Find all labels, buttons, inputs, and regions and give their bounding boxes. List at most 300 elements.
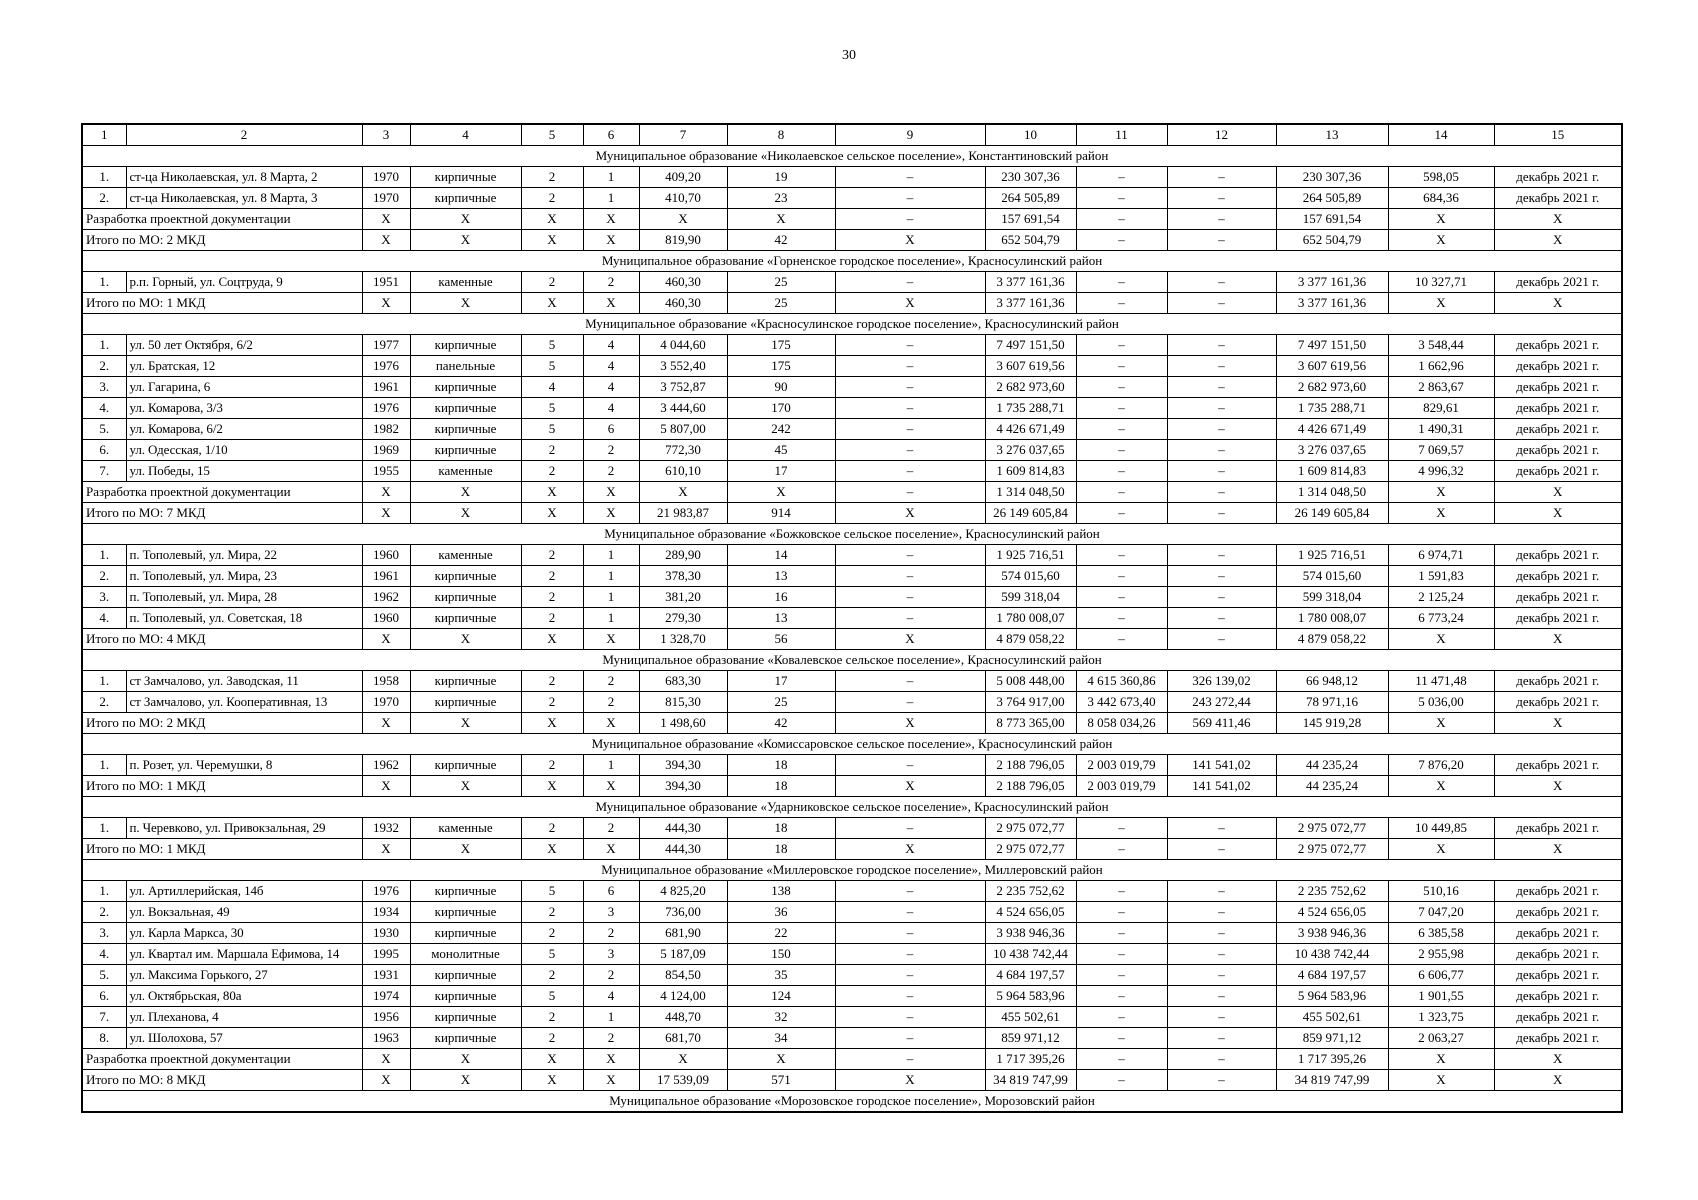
table-row [82, 986, 1622, 1007]
table-cell: 4 [583, 377, 639, 398]
table-cell: 4 879 058,22 [1276, 629, 1388, 650]
table-cell: 1 498,60 [639, 713, 727, 734]
table-cell: 6 [583, 419, 639, 440]
table-cell: декабрь 2021 г. [1494, 545, 1622, 566]
table-cell: 1960 [362, 545, 410, 566]
table-cell: 145 919,28 [1276, 713, 1388, 734]
table-cell: 7. [82, 461, 126, 482]
table-cell: 18 [727, 755, 835, 776]
housing-repair-table [81, 123, 1623, 1113]
table-cell: каменные [410, 272, 521, 293]
table-cell: 460,30 [639, 293, 727, 314]
table-cell: 5 [521, 986, 583, 1007]
table-cell: – [1076, 1007, 1167, 1028]
table-cell: 4 524 656,05 [985, 902, 1076, 923]
table-row [82, 944, 1622, 965]
table-cell: 2 975 072,77 [985, 818, 1076, 839]
table-cell: 2 [583, 671, 639, 692]
table-cell: X [583, 209, 639, 230]
table-cell: 1955 [362, 461, 410, 482]
table-cell: X [583, 629, 639, 650]
table-cell: 819,90 [639, 230, 727, 251]
table-cell: 25 [727, 293, 835, 314]
table-cell: X [1388, 230, 1494, 251]
table-cell: – [835, 818, 985, 839]
table-cell: 1 314 048,50 [1276, 482, 1388, 503]
column-number: 2 [126, 124, 362, 146]
table-cell: – [835, 944, 985, 965]
table-cell: 2 863,67 [1388, 377, 1494, 398]
table-cell: 1958 [362, 671, 410, 692]
address-cell: р.п. Горный, ул. Соцтруда, 9 [126, 272, 362, 293]
table-cell: 243 272,44 [1167, 692, 1276, 713]
table-cell: 854,50 [639, 965, 727, 986]
table-cell: 1 [583, 755, 639, 776]
table-cell: 17 [727, 671, 835, 692]
column-number: 15 [1494, 124, 1622, 146]
table-cell: 1960 [362, 608, 410, 629]
table-cell: X [362, 776, 410, 797]
table-cell: 4 684 197,57 [985, 965, 1076, 986]
table-cell: X [410, 1049, 521, 1070]
table-cell: 4 825,20 [639, 881, 727, 902]
table-cell: 1. [82, 671, 126, 692]
table-cell: 1 591,83 [1388, 566, 1494, 587]
table-row [82, 545, 1622, 566]
table-cell: 4 [583, 986, 639, 1007]
table-cell: 409,20 [639, 167, 727, 188]
address-cell: ул. Октябрьская, 80а [126, 986, 362, 1007]
table-cell: X [727, 1049, 835, 1070]
table-cell: 138 [727, 881, 835, 902]
table-cell: 44 235,24 [1276, 776, 1388, 797]
table-cell: 5. [82, 419, 126, 440]
table-cell: 7 497 151,50 [985, 335, 1076, 356]
table-cell: декабрь 2021 г. [1494, 881, 1622, 902]
table-cell: – [1076, 461, 1167, 482]
address-cell: ул. Квартал им. Маршала Ефимова, 14 [126, 944, 362, 965]
table-cell: 1931 [362, 965, 410, 986]
table-cell: – [1076, 230, 1167, 251]
table-cell: X [410, 230, 521, 251]
summary-row [82, 503, 1622, 524]
table-cell: X [410, 1070, 521, 1091]
table-cell: 574 015,60 [1276, 566, 1388, 587]
table-cell: – [835, 902, 985, 923]
table-cell: X [1494, 629, 1622, 650]
table-cell: 1 780 008,07 [985, 608, 1076, 629]
table-cell: 264 505,89 [1276, 188, 1388, 209]
table-cell: кирпичные [410, 1028, 521, 1049]
table-cell: – [835, 419, 985, 440]
table-cell: 289,90 [639, 545, 727, 566]
table-cell: – [1076, 167, 1167, 188]
table-cell: X [583, 293, 639, 314]
table-cell: декабрь 2021 г. [1494, 461, 1622, 482]
table-cell: 4. [82, 608, 126, 629]
table-cell: 569 411,46 [1167, 713, 1276, 734]
table-cell: 598,05 [1388, 167, 1494, 188]
table-cell: X [835, 503, 985, 524]
table-cell: 42 [727, 230, 835, 251]
table-cell: X [835, 713, 985, 734]
table-cell: 1. [82, 755, 126, 776]
column-number-row [82, 124, 1622, 146]
table-cell: – [1076, 188, 1167, 209]
table-cell: 10 438 742,44 [1276, 944, 1388, 965]
table-cell: 5 [521, 335, 583, 356]
table-cell: X [727, 482, 835, 503]
table-cell: – [1167, 1070, 1276, 1091]
table-cell: – [1167, 839, 1276, 860]
table-cell: 18 [727, 839, 835, 860]
summary-row [82, 209, 1622, 230]
table-cell: 2 125,24 [1388, 587, 1494, 608]
table-cell: 18 [727, 818, 835, 839]
table-row [82, 923, 1622, 944]
table-cell: 1 662,96 [1388, 356, 1494, 377]
table-cell: кирпичные [410, 440, 521, 461]
table-cell: X [362, 1070, 410, 1091]
table-cell: 1970 [362, 167, 410, 188]
table-cell: – [1076, 1028, 1167, 1049]
table-cell: 684,36 [1388, 188, 1494, 209]
table-cell: панельные [410, 356, 521, 377]
table-cell: 448,70 [639, 1007, 727, 1028]
address-cell: ул. Победы, 15 [126, 461, 362, 482]
table-cell: X [1494, 713, 1622, 734]
table-cell: 2 [521, 608, 583, 629]
table-cell: X [521, 839, 583, 860]
table-cell: X [1388, 839, 1494, 860]
municipality-section-row [82, 797, 1622, 818]
page-number: 30 [842, 48, 856, 63]
table-cell: X [362, 482, 410, 503]
table-cell: 599 318,04 [1276, 587, 1388, 608]
table-cell: 6 385,58 [1388, 923, 1494, 944]
table-cell: кирпичные [410, 671, 521, 692]
table-cell: – [1076, 503, 1167, 524]
table-cell: 13 [727, 566, 835, 587]
table-cell: 8. [82, 1028, 126, 1049]
table-cell: каменные [410, 545, 521, 566]
table-cell: 1 [583, 188, 639, 209]
table-row [82, 335, 1622, 356]
table-cell: 4 044,60 [639, 335, 727, 356]
address-cell: ул. Комарова, 3/3 [126, 398, 362, 419]
table-cell: – [1167, 545, 1276, 566]
table-cell: 2 [521, 167, 583, 188]
table-cell: 1970 [362, 188, 410, 209]
column-number: 9 [835, 124, 985, 146]
table-cell: X [521, 713, 583, 734]
table-cell: кирпичные [410, 902, 521, 923]
municipality-name: Муниципальное образование «Николаевское сельское поселение», Константиновский район [82, 146, 1622, 167]
municipality-section-row [82, 524, 1622, 545]
table-cell: 3 548,44 [1388, 335, 1494, 356]
table-cell: декабрь 2021 г. [1494, 1007, 1622, 1028]
table-cell: – [835, 566, 985, 587]
table-cell: – [1167, 1049, 1276, 1070]
table-cell: 7 876,20 [1388, 755, 1494, 776]
table-cell: 326 139,02 [1167, 671, 1276, 692]
municipality-name: Муниципальное образование «Горненское городское поселение», Красносулинский район [82, 251, 1622, 272]
table-cell: 19 [727, 167, 835, 188]
address-cell: ул. Плеханова, 4 [126, 1007, 362, 1028]
table-cell: X [1388, 1070, 1494, 1091]
summary-row [82, 482, 1622, 503]
table-cell: – [1076, 629, 1167, 650]
table-cell: – [1076, 965, 1167, 986]
table-cell: – [835, 1049, 985, 1070]
table-cell: – [1167, 965, 1276, 986]
table-cell: – [1076, 356, 1167, 377]
municipality-name: Муниципальное образование «Красносулинское городское поселение», Красносулинский район [82, 314, 1622, 335]
table-cell: 5 187,09 [639, 944, 727, 965]
table-cell: – [1167, 482, 1276, 503]
table-cell: X [1494, 230, 1622, 251]
table-cell: 2 [521, 1007, 583, 1028]
table-cell: 394,30 [639, 776, 727, 797]
table-cell: 378,30 [639, 566, 727, 587]
column-number: 3 [362, 124, 410, 146]
table-cell: 455 502,61 [1276, 1007, 1388, 1028]
municipality-section-row [82, 314, 1622, 335]
table-cell: 7 069,57 [1388, 440, 1494, 461]
table-cell: – [1167, 944, 1276, 965]
table-cell: X [835, 293, 985, 314]
table-cell: кирпичные [410, 419, 521, 440]
municipality-section-row [82, 734, 1622, 755]
table-cell: 4 684 197,57 [1276, 965, 1388, 986]
table-cell: X [362, 503, 410, 524]
table-cell: кирпичные [410, 566, 521, 587]
table-cell: – [1076, 902, 1167, 923]
table-cell: 7 047,20 [1388, 902, 1494, 923]
table-cell: 8 773 365,00 [985, 713, 1076, 734]
table-row [82, 608, 1622, 629]
table-cell: – [1167, 587, 1276, 608]
table-cell: X [1494, 209, 1622, 230]
address-cell: ст Замчалово, ул. Кооперативная, 13 [126, 692, 362, 713]
table-row [82, 398, 1622, 419]
table-cell: 90 [727, 377, 835, 398]
table-cell: – [1076, 377, 1167, 398]
table-cell: 11 471,48 [1388, 671, 1494, 692]
table-cell: 1982 [362, 419, 410, 440]
table-cell: – [1076, 566, 1167, 587]
table-cell: 2 682 973,60 [1276, 377, 1388, 398]
column-number: 4 [410, 124, 521, 146]
table-cell: 2 [521, 902, 583, 923]
address-cell: ул. Максима Горького, 27 [126, 965, 362, 986]
table-cell: – [1167, 629, 1276, 650]
table-cell: – [1167, 335, 1276, 356]
table-cell: 1 [583, 545, 639, 566]
table-cell: 3 [583, 944, 639, 965]
table-cell: 1962 [362, 587, 410, 608]
summary-label: Итого по МО: 4 МКД [82, 629, 362, 650]
table-cell: 2. [82, 188, 126, 209]
table-cell: декабрь 2021 г. [1494, 671, 1622, 692]
table-cell: 25 [727, 692, 835, 713]
table-cell: кирпичные [410, 335, 521, 356]
table-cell: – [1167, 377, 1276, 398]
table-cell: X [583, 839, 639, 860]
table-cell: 3 607 619,56 [1276, 356, 1388, 377]
table-cell: декабрь 2021 г. [1494, 608, 1622, 629]
table-cell: X [362, 629, 410, 650]
table-cell: 26 149 605,84 [985, 503, 1076, 524]
table-cell: кирпичные [410, 608, 521, 629]
table-cell: – [835, 1028, 985, 1049]
table-cell: X [1388, 629, 1494, 650]
table-cell: – [1076, 398, 1167, 419]
table-cell: декабрь 2021 г. [1494, 587, 1622, 608]
table-cell: X [1494, 1049, 1622, 1070]
table-cell: – [1167, 986, 1276, 1007]
table-cell: 44 235,24 [1276, 755, 1388, 776]
table-cell: 5. [82, 965, 126, 986]
table-cell: 1. [82, 818, 126, 839]
table-cell: – [1076, 440, 1167, 461]
table-cell: X [521, 1049, 583, 1070]
table-row [82, 419, 1622, 440]
table-cell: 157 691,54 [985, 209, 1076, 230]
table-cell: 4 524 656,05 [1276, 902, 1388, 923]
table-cell: 2. [82, 356, 126, 377]
table-cell: – [835, 188, 985, 209]
table-cell: 36 [727, 902, 835, 923]
table-cell: 3. [82, 587, 126, 608]
table-cell: 829,61 [1388, 398, 1494, 419]
table-cell: X [1494, 293, 1622, 314]
table-cell: 2 [521, 272, 583, 293]
table-cell: 736,00 [639, 902, 727, 923]
table-cell: X [583, 482, 639, 503]
table-cell: 1 780 008,07 [1276, 608, 1388, 629]
table-cell: 1 [583, 608, 639, 629]
table-cell: 42 [727, 713, 835, 734]
table-row [82, 671, 1622, 692]
table-cell: каменные [410, 818, 521, 839]
table-cell: декабрь 2021 г. [1494, 1028, 1622, 1049]
table-cell: 2 [583, 1028, 639, 1049]
table-cell: 2 [521, 188, 583, 209]
table-cell: 1970 [362, 692, 410, 713]
table-cell: 32 [727, 1007, 835, 1028]
table-cell: X [410, 713, 521, 734]
table-cell: – [1076, 986, 1167, 1007]
table-cell: 3 377 161,36 [985, 293, 1076, 314]
table-cell: 1956 [362, 1007, 410, 1028]
table-cell: X [362, 209, 410, 230]
table-cell: кирпичные [410, 1007, 521, 1028]
table-cell: 1. [82, 881, 126, 902]
table-cell: X [362, 293, 410, 314]
table-cell: – [835, 1007, 985, 1028]
table-cell: кирпичные [410, 755, 521, 776]
table-cell: X [835, 839, 985, 860]
municipality-name: Муниципальное образование «Божковское сельское поселение», Красносулинский район [82, 524, 1622, 545]
table-cell: – [1076, 419, 1167, 440]
table-cell: 2 003 019,79 [1076, 776, 1167, 797]
table-cell: 2 [583, 440, 639, 461]
table-cell: – [835, 335, 985, 356]
table-cell: 2 [521, 818, 583, 839]
table-cell: 242 [727, 419, 835, 440]
table-cell: X [521, 629, 583, 650]
column-number: 6 [583, 124, 639, 146]
summary-row [82, 776, 1622, 797]
table-cell: 1961 [362, 566, 410, 587]
table-cell: X [583, 1049, 639, 1070]
table-cell: X [521, 293, 583, 314]
summary-label: Итого по МО: 2 МКД [82, 713, 362, 734]
municipality-section-row [82, 146, 1622, 167]
table-cell: 3 444,60 [639, 398, 727, 419]
table-cell: 1. [82, 272, 126, 293]
table-cell: 3 442 673,40 [1076, 692, 1167, 713]
table-cell: 2 [583, 461, 639, 482]
table-cell: – [835, 209, 985, 230]
table-cell: – [1167, 818, 1276, 839]
table-cell: 444,30 [639, 839, 727, 860]
table-row [82, 902, 1622, 923]
table-cell: 2. [82, 566, 126, 587]
table-cell: 2 [521, 965, 583, 986]
table-cell: 381,20 [639, 587, 727, 608]
table-cell: 859 971,12 [1276, 1028, 1388, 1049]
table-cell: 3. [82, 923, 126, 944]
table-cell: 6. [82, 440, 126, 461]
table-cell: – [1167, 881, 1276, 902]
table-cell: X [521, 482, 583, 503]
table-cell: X [410, 629, 521, 650]
table-cell: – [1167, 1028, 1276, 1049]
table-cell: – [835, 377, 985, 398]
table-cell: – [835, 965, 985, 986]
table-cell: кирпичные [410, 965, 521, 986]
table-cell: 3 276 037,65 [1276, 440, 1388, 461]
table-cell: 5 [521, 398, 583, 419]
table-cell: 1974 [362, 986, 410, 1007]
summary-row [82, 230, 1622, 251]
table-cell: 652 504,79 [1276, 230, 1388, 251]
table-cell: 4 [583, 335, 639, 356]
table-cell: X [1388, 1049, 1494, 1070]
table-cell: 1. [82, 167, 126, 188]
table-cell: X [410, 503, 521, 524]
municipality-name: Муниципальное образование «Комиссаровское сельское поселение», Красносулинский район [82, 734, 1622, 755]
table-cell: – [1167, 293, 1276, 314]
table-cell: 2. [82, 692, 126, 713]
table-cell: 1 609 814,83 [1276, 461, 1388, 482]
table-cell: – [835, 692, 985, 713]
table-cell: 230 307,36 [985, 167, 1076, 188]
table-row [82, 692, 1622, 713]
table-cell: 13 [727, 608, 835, 629]
table-cell: 815,30 [639, 692, 727, 713]
table-cell: X [1494, 839, 1622, 860]
table-cell: X [1388, 503, 1494, 524]
table-cell: кирпичные [410, 377, 521, 398]
table-cell: – [1167, 902, 1276, 923]
table-cell: 859 971,12 [985, 1028, 1076, 1049]
table-cell: кирпичные [410, 188, 521, 209]
table-cell: 2 [521, 923, 583, 944]
table-cell: X [1388, 209, 1494, 230]
